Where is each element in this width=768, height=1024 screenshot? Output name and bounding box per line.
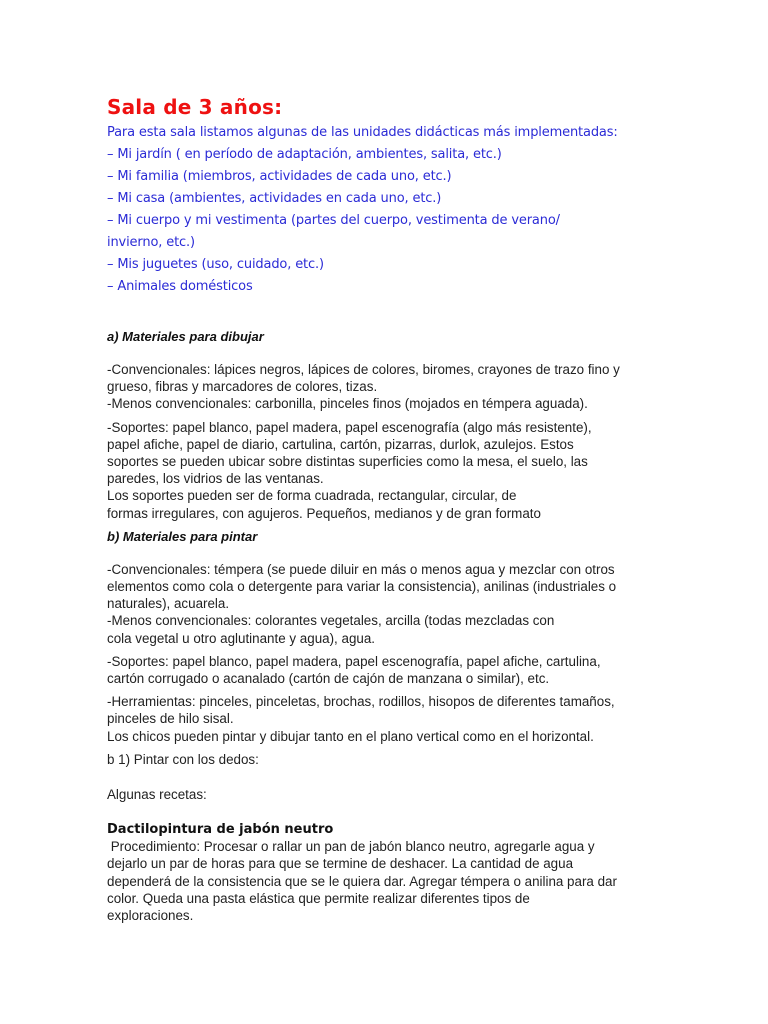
paragraph-line: cola vegetal u otro aglutinante y agua), agua.: [107, 630, 376, 646]
paragraph-line: b 1) Pintar con los dedos:: [107, 751, 259, 767]
paragraph-line: formas irregulares, con agujeros. Pequeños, medianos y de gran formato: [107, 505, 541, 521]
paragraph-line: cartón corrugado o acanalado (cartón de cajón de manzana o similar), etc.: [107, 671, 550, 687]
section-heading-materials-painting: b) Materiales para pintar: [107, 528, 258, 544]
paragraph-line: Los soportes pueden ser de forma cuadrada, rectangular, circular, de: [107, 488, 517, 504]
page-title: Sala de 3 años:: [107, 95, 283, 119]
unit-item: – Mi jardín ( en período de adaptación, ambientes, salita, etc.): [107, 147, 502, 162]
paragraph-line: exploraciones.: [107, 908, 194, 924]
paragraph-line: dejarlo un par de horas para que se termine de deshacer. La cantidad de agua: [107, 856, 574, 872]
paragraph-line: naturales), acuarela.: [107, 596, 230, 612]
paragraph-line: paredes, los vidrios de las ventanas.: [107, 471, 324, 487]
paragraph-line: Procedimiento: Procesar o rallar un pan de jabón blanco neutro, agregarle agua y: [107, 839, 595, 855]
paragraph-line: dependerá de la consistencia que se le quiera dar. Agregar témpera o anilina para dar: [107, 873, 617, 889]
recipe-heading: Dactilopintura de jabón neutro: [107, 822, 334, 838]
unit-item: – Mi familia (miembros, actividades de cada uno, etc.): [107, 169, 452, 184]
paragraph-line: grueso, fibras y marcadores de colores, tizas.: [107, 379, 378, 395]
paragraph-line: Los chicos pueden pintar y dibujar tanto en el plano vertical como en el horizontal.: [107, 728, 594, 744]
intro-text: Para esta sala listamos algunas de las unidades didácticas más implementadas:: [107, 125, 618, 140]
paragraph-line: soportes se pueden ubicar sobre distintas superficies como la mesa, el suelo, las: [107, 454, 588, 470]
unit-item: invierno, etc.): [107, 235, 195, 250]
paragraph-line: -Herramientas: pinceles, pinceletas, brochas, rodillos, hisopos de diferentes tamaños,: [107, 694, 615, 710]
paragraph-line: elementos como cola o detergente para variar la consistencia), anilinas (industriales o: [107, 579, 617, 595]
unit-item: – Mis juguetes (uso, cuidado, etc.): [107, 257, 324, 272]
paragraph-line: papel afiche, papel de diario, cartulina, cartón, pizarras, durlok, azulejos. Estos: [107, 436, 574, 452]
paragraph-line: -Soportes: papel blanco, papel madera, papel escenografía (algo más resistente),: [107, 419, 592, 435]
paragraph-line: -Convencionales: témpera (se puede diluir en más o menos agua y mezclar con otros: [107, 561, 615, 577]
paragraph-line: Algunas recetas:: [107, 787, 207, 803]
unit-item: – Mi cuerpo y mi vestimenta (partes del cuerpo, vestimenta de verano/: [107, 213, 560, 228]
section-heading-materials-drawing: a) Materiales para dibujar: [107, 329, 264, 344]
paragraph-line: color. Queda una pasta elástica que permite realizar diferentes tipos de: [107, 890, 530, 906]
document-page: [107, 92, 667, 924]
paragraph-line: pinceles de hilo sisal.: [107, 711, 234, 727]
unit-item: – Mi casa (ambientes, actividades en cada uno, etc.): [107, 191, 442, 206]
paragraph-line: -Soportes: papel blanco, papel madera, papel escenografía, papel afiche, cartulina,: [107, 653, 601, 669]
paragraph-line: -Menos convencionales: carbonilla, pinceles finos (mojados en témpera aguada).: [107, 396, 588, 412]
paragraph-line: -Menos convencionales: colorantes vegetales, arcilla (todas mezcladas con: [107, 613, 555, 629]
paragraph-line: -Convencionales: lápices negros, lápices de colores, biromes, crayones de trazo fino y: [107, 362, 620, 377]
unit-item: – Animales domésticos: [107, 279, 253, 294]
